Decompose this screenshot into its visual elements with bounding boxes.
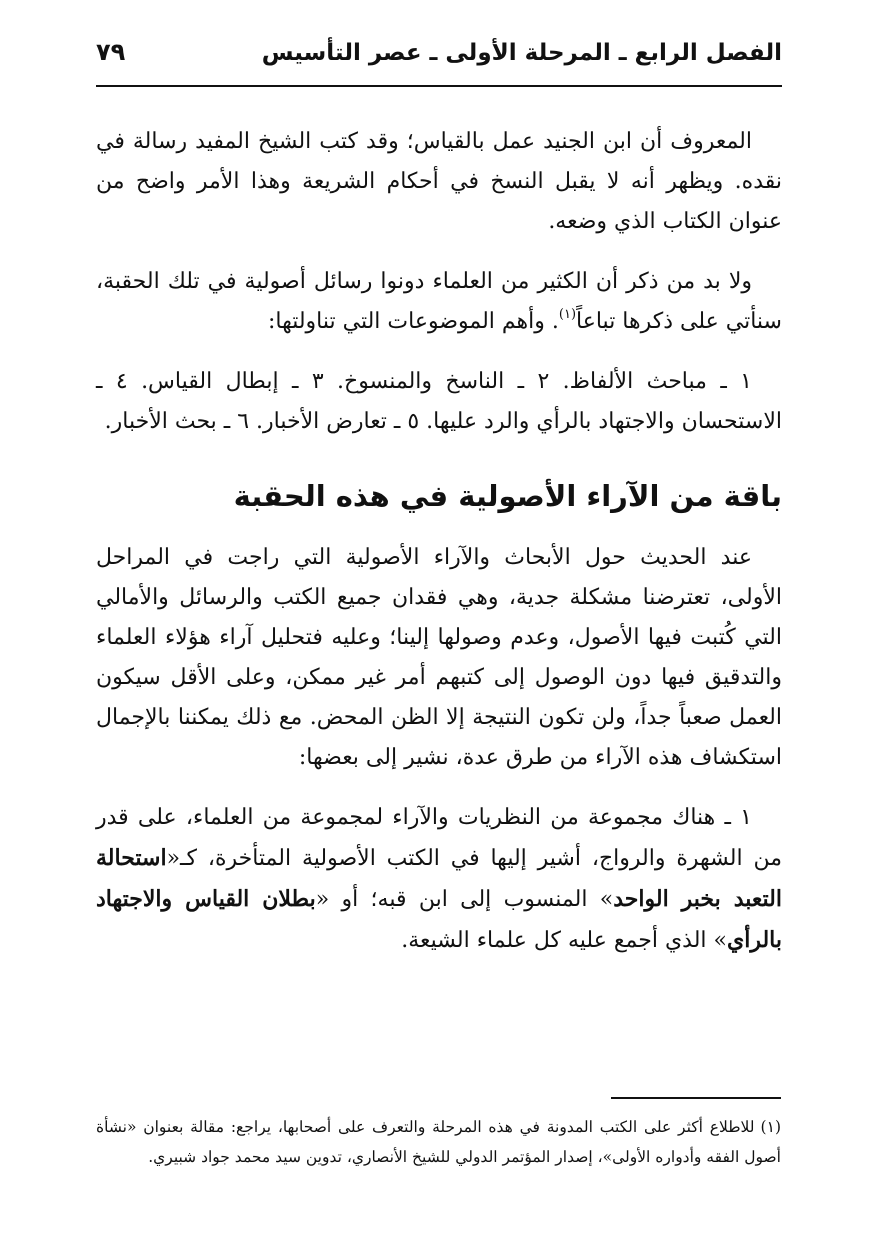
section-heading: باقة من الآراء الأصولية في هذه الحقبة xyxy=(233,479,782,513)
page-header xyxy=(96,36,782,82)
footnote-rule xyxy=(611,1097,781,1099)
method-text-end: » الذي أجمع عليه كل علماء الشيعة. xyxy=(401,928,727,953)
running-title: الفصل الرابع ـ المرحلة الأولى ـ عصر التأسيس xyxy=(261,40,782,66)
method-text: ١ ـ هناك مجموعة من النظريات والآراء لمجموعة من العلماء، على قدر من الشهرة والرواج، أشير إليها في الكتب الأصولية المتأخرة، كـ« xyxy=(96,805,782,871)
paragraph-treatises xyxy=(96,262,782,342)
paragraph-ibn-junayd: المعروف أن ابن الجنيد عمل بالقياس؛ وقد كتب الشيخ المفيد رسالة في نقده. ويظهر أنه لا يقبل النسخ في أحكام الشريعة وهذا الأمر واضح من عنوان الكتاب الذي وضعه. xyxy=(96,129,782,234)
footnote-reference[interactable]: (١) xyxy=(558,307,577,322)
bold-term-qiyas: بطلان القياس والاجتهاد بالرأي xyxy=(96,886,782,953)
paragraph-first-method xyxy=(96,798,782,961)
page-number: ٧٩ xyxy=(96,38,126,66)
bold-term-khabar-wahid: استحالة التعبد بخبر الواحد xyxy=(96,845,782,912)
body-text xyxy=(96,122,782,961)
topics-list: ١ ـ مباحث الألفاظ. ٢ ـ الناسخ والمنسوخ. ٣ ـ إبطال القياس. ٤ ـ الاستحسان والاجتهاد بالرأي والرد عليها. ٥ ـ تعارض الأخبار. ٦ ـ بحث الأخبار. xyxy=(96,369,782,434)
paragraph-lost-books: عند الحديث حول الأبحاث والآراء الأصولية التي راجت في المراحل الأولى، تعترضنا مشكلة جدية، وهي فقدان جميع الكتب والرسائل والأمالي التي كُتبت فيها الأصول، وعدم وصولها إلينا؛ وعليه فتحليل آراء هؤلاء العلماء والتدقيق فيها دون الوصول إلى كتبهم أمر غير ممكن، وعلى الأقل سيكون العمل صعباً جداً، ولن تكون النتيجة إلا الظن المحض. مع ذلك يمكننا بالإجمال استكشاف هذه الآراء من طرق عدة، نشير إلى بعضها: xyxy=(96,545,782,770)
footnote-mark: (١) xyxy=(760,1118,781,1136)
method-text-mid: » المنسوب إلى ابن قبه؛ أو « xyxy=(315,887,614,912)
footnote-text: للاطلاع أكثر على الكتب المدونة في هذه المرحلة والتعرف على أصحابها، يراجع: مقالة بعنوان «نشأة أصول الفقه وأدواره الأولى»، إصدار المؤتمر الدولي للشيخ الأنصاري، تدوين سيد محمد جواد شبيري. xyxy=(96,1118,781,1166)
header-rule xyxy=(96,85,782,87)
footnote xyxy=(96,1112,781,1172)
treatises-text-end: . وأهم الموضوعات التي تناولتها: xyxy=(267,309,559,334)
treatises-text: ولا بد من ذكر أن الكثير من العلماء دونوا رسائل أصولية في تلك الحقبة، سنأتي على ذكرها تباعاً xyxy=(96,269,782,334)
